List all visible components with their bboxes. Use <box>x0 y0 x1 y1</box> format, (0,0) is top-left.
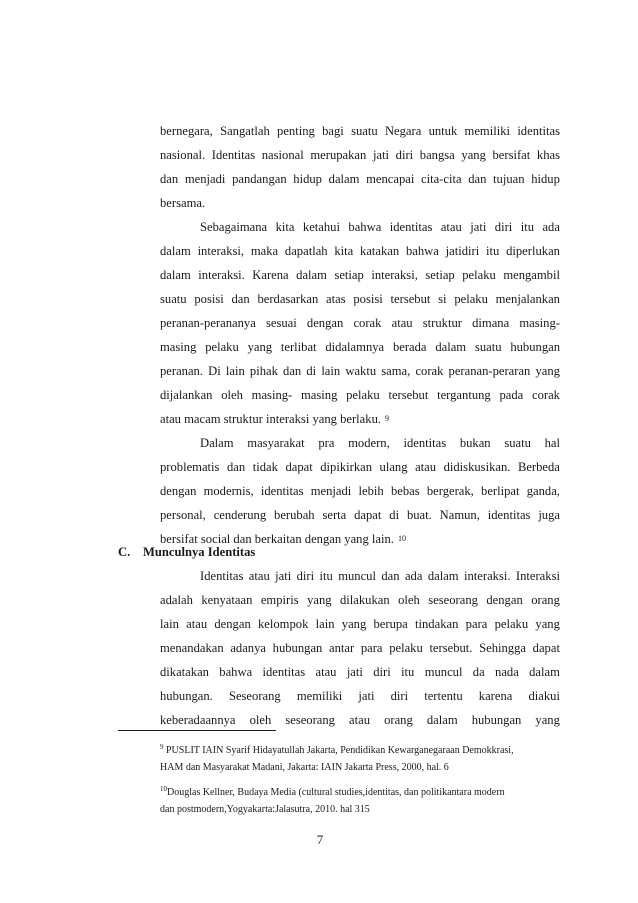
word: serta <box>322 508 347 522</box>
word: lain <box>225 364 245 378</box>
word: dalam <box>160 244 191 258</box>
body-line <box>160 664 560 680</box>
word: Sehingga <box>479 641 526 655</box>
word: kita <box>275 220 295 234</box>
word: modern, <box>348 436 390 450</box>
word: dan <box>283 364 302 378</box>
word: dan <box>231 292 250 306</box>
word: interaksi, <box>197 244 245 258</box>
word: antar <box>329 641 355 655</box>
word: untuk <box>428 124 458 138</box>
word: modernis, <box>203 484 254 498</box>
word: dipikirkan <box>320 460 373 474</box>
word: dikatakan <box>160 665 209 679</box>
word: itu <box>401 665 415 679</box>
word: buat. <box>406 508 432 522</box>
word: identitas <box>517 124 560 138</box>
word: tersebut <box>390 292 431 306</box>
word: bukan <box>459 436 491 450</box>
word: orang <box>384 713 413 727</box>
word: dapat <box>285 460 313 474</box>
word: bergerak, <box>426 484 474 498</box>
footnote-number: 9 <box>160 743 164 751</box>
word: bahwa <box>219 665 253 679</box>
word: yang <box>461 148 486 162</box>
word: hubungan. <box>160 689 213 703</box>
word: adalah <box>160 593 193 607</box>
word: menjadi <box>184 172 226 186</box>
word: Karena <box>252 268 289 282</box>
word: atau <box>391 316 413 330</box>
body-line: bersama. <box>160 196 206 210</box>
body-line <box>160 459 560 475</box>
word: posisi <box>194 292 224 306</box>
body-line <box>160 339 560 355</box>
section-title: Munculnya Identitas <box>143 545 256 559</box>
word: penting <box>277 124 315 138</box>
word: oleh <box>249 713 272 727</box>
word: diri <box>373 665 391 679</box>
word: identitas <box>487 508 531 522</box>
word: pandangan <box>232 172 287 186</box>
word: peranan-perananya <box>160 316 256 330</box>
word: lain <box>321 364 341 378</box>
word: mengambil <box>503 268 560 282</box>
word: dalam <box>435 340 467 354</box>
word: corak <box>532 388 560 402</box>
word: Identitas <box>200 569 244 583</box>
word: nasional. <box>160 148 206 162</box>
word: atas <box>326 292 346 306</box>
word: personal, <box>160 508 206 522</box>
footnote-number: 10 <box>160 785 167 793</box>
word: bersifat <box>492 148 531 162</box>
word: Di <box>208 364 221 378</box>
body-line <box>160 123 560 139</box>
word: didalamnya <box>325 340 385 354</box>
word: berada <box>392 340 427 354</box>
word: Negara <box>384 124 422 138</box>
body-line <box>200 219 560 235</box>
word: identitas <box>262 665 306 679</box>
word: terlibat <box>280 340 317 354</box>
word: itu <box>520 220 535 234</box>
footnote-ref-10[interactable]: 10 <box>397 534 406 543</box>
word: lain <box>315 617 335 631</box>
word: pada <box>499 388 524 402</box>
word: cita-cita <box>420 172 462 186</box>
footnote-9 <box>160 740 514 758</box>
word: jati <box>470 220 487 234</box>
body-line <box>160 640 560 656</box>
word: memiliki <box>296 689 343 703</box>
body-line <box>160 712 560 728</box>
word: dengan <box>214 617 251 631</box>
word: hubungan <box>471 713 522 727</box>
word: merupakan <box>310 148 367 162</box>
word: hubungan <box>272 641 323 655</box>
section-heading <box>118 544 255 560</box>
word: di <box>306 364 317 378</box>
word: hal <box>544 436 560 450</box>
word: karena <box>478 689 513 703</box>
body-line <box>160 616 560 632</box>
word: suatu <box>160 292 187 306</box>
word: di <box>389 508 400 522</box>
word: bangsa <box>419 148 455 162</box>
word: dan <box>381 569 400 583</box>
word: dan <box>160 172 179 186</box>
word: peranan-peraran <box>448 364 531 378</box>
word: interaksi, <box>371 268 418 282</box>
word: corak <box>353 316 382 330</box>
word: bahwa <box>348 220 382 234</box>
word: lain <box>160 617 179 631</box>
body-line-with-ref <box>160 411 560 427</box>
word: tertentu <box>424 689 463 703</box>
word: yang <box>535 617 560 631</box>
word: kita <box>334 244 354 258</box>
word: dengan <box>486 593 523 607</box>
word: Berbeda <box>517 460 560 474</box>
word: katakan <box>360 244 400 258</box>
word: berdasarkan <box>257 292 319 306</box>
word: identitas <box>260 484 304 498</box>
word: itu <box>486 244 500 258</box>
word: menjalankan <box>495 292 560 306</box>
word: corak <box>415 364 444 378</box>
word: memiliki <box>464 124 511 138</box>
word: si <box>438 292 447 306</box>
word: atau <box>248 569 270 583</box>
word: dan <box>227 460 246 474</box>
word: setiap <box>425 268 455 282</box>
word: dalam <box>296 268 327 282</box>
word: ulang <box>379 460 408 474</box>
word: berlipat <box>481 484 520 498</box>
word: mencapai <box>366 172 415 186</box>
word: hidup <box>293 172 322 186</box>
word: diri <box>296 569 315 583</box>
word: yang <box>307 593 332 607</box>
page-number: 7 <box>316 833 324 847</box>
body-line <box>160 507 560 523</box>
word: suatu <box>351 124 378 138</box>
word: menandakan <box>160 641 224 655</box>
word: dalam <box>328 172 360 186</box>
word: atau <box>315 665 337 679</box>
word: jati <box>358 689 375 703</box>
word: struktur <box>422 316 462 330</box>
word: dapat <box>354 508 382 522</box>
word: tergantung <box>437 388 491 402</box>
word: nasional <box>261 148 304 162</box>
word: muncul <box>424 665 463 679</box>
word: tindakan <box>415 617 459 631</box>
word: yang <box>341 617 367 631</box>
body-line <box>160 243 560 259</box>
word: suatu <box>474 340 502 354</box>
body-line <box>160 483 560 499</box>
word: pelaku <box>346 388 380 402</box>
body-line <box>160 315 560 331</box>
word: dalam <box>160 268 191 282</box>
body-line <box>160 387 560 403</box>
word: seseorang <box>428 593 478 607</box>
word: yang <box>247 340 273 354</box>
word: dalam <box>427 569 459 583</box>
word: orang <box>531 593 560 607</box>
word: para <box>465 617 488 631</box>
footnote-ref-9[interactable]: 9 <box>385 414 390 423</box>
word: diri <box>494 220 513 234</box>
body-line <box>160 147 560 163</box>
word: pelaku <box>462 268 496 282</box>
word: cenderung <box>213 508 267 522</box>
word: atau <box>349 713 371 727</box>
word: pelaku <box>494 617 529 631</box>
word: Seseorang <box>228 689 281 703</box>
word: muncul <box>338 569 376 583</box>
word: masyarakat <box>247 436 305 450</box>
word: hidup <box>531 172 560 186</box>
section-letter: C. <box>118 545 131 559</box>
word: da <box>472 665 485 679</box>
word: Sangatlah <box>220 124 270 138</box>
word: sama, <box>381 364 411 378</box>
footnote-text: Douglas Kellner, Budaya Media (cultural studies,identitas, dan politikantara modern <box>167 787 505 798</box>
word: Identitas <box>211 148 256 162</box>
word: didiskusikan. <box>443 460 511 474</box>
word: setiap <box>334 268 364 282</box>
word: jati <box>346 665 363 679</box>
word: keberadaannya <box>160 713 236 727</box>
word: itu <box>319 569 333 583</box>
word: posisi <box>353 292 383 306</box>
body-line <box>200 435 560 451</box>
word: jati <box>372 148 390 162</box>
word: adanya <box>230 641 266 655</box>
word: ganda, <box>526 484 560 498</box>
footnote-10 <box>160 782 505 800</box>
word: jatidiri <box>445 244 480 258</box>
word: pelaku <box>454 292 488 306</box>
body-line <box>160 267 560 283</box>
word: jati <box>275 569 292 583</box>
word: kelompok <box>258 617 309 631</box>
body-line <box>160 688 560 704</box>
word: sesuai <box>265 316 297 330</box>
word: oleh <box>221 388 243 402</box>
word: bernegara, <box>160 124 213 138</box>
word: dalam <box>529 665 560 679</box>
word: dilakukan <box>340 593 390 607</box>
word: khas <box>536 148 560 162</box>
footnote-separator <box>118 730 276 731</box>
word: bahwa <box>406 244 439 258</box>
word: diri <box>390 689 409 703</box>
word: oleh <box>398 593 420 607</box>
word: waktu <box>345 364 377 378</box>
word: dalam <box>426 713 458 727</box>
word: atau <box>186 617 208 631</box>
word: dimana <box>472 316 510 330</box>
word: dengan <box>160 484 197 498</box>
body-line <box>200 568 560 584</box>
word: kenyataan <box>201 593 253 607</box>
word: maka <box>250 244 279 258</box>
word: dan <box>468 172 487 186</box>
word: Interaksi <box>515 569 560 583</box>
word: atau <box>440 220 462 234</box>
word: ada <box>404 569 423 583</box>
word: masing <box>160 340 197 354</box>
word: dapat <box>532 641 560 655</box>
word: tersebut. <box>429 641 473 655</box>
word: pelaku <box>389 641 423 655</box>
word: ketahui <box>302 220 340 234</box>
word: hubungan <box>510 340 560 354</box>
word: nada <box>495 665 519 679</box>
word: bebas <box>390 484 420 498</box>
word: suatu <box>504 436 531 450</box>
body-line <box>160 363 560 379</box>
body-line-text: atau macam struktur interaksi yang berlaku. <box>160 412 382 426</box>
word: berubah <box>274 508 315 522</box>
word: menjadi <box>310 484 352 498</box>
word: peranan. <box>160 364 204 378</box>
word: lebih <box>358 484 384 498</box>
body-line <box>160 592 560 608</box>
word: diperlukan <box>506 244 560 258</box>
word: masing- <box>519 316 560 330</box>
word: interaksi. <box>198 268 245 282</box>
word: Namun, <box>439 508 480 522</box>
footnote-text: PUSLIT IAIN Syarif Hidayatullah Jakarta, Pendidikan Kewarganegaraan Demokkrasi, <box>166 745 514 756</box>
word: tujuan <box>493 172 525 186</box>
word: Sebagaimana <box>200 220 268 234</box>
word: tidak <box>252 460 278 474</box>
word: bagi <box>322 124 344 138</box>
word: empiris <box>260 593 299 607</box>
footnote-10-cont: dan postmodern,Yogyakarta:Jalasutra, 2010. hal 315 <box>160 804 370 815</box>
word: identitas <box>389 220 433 234</box>
word: yang <box>535 364 560 378</box>
word: Dalam <box>200 436 234 450</box>
word: masing- <box>251 388 293 402</box>
word: diri <box>395 148 414 162</box>
body-line <box>160 171 560 187</box>
word: tersebut <box>388 388 429 402</box>
word: berupa <box>373 617 408 631</box>
footnote-9-cont: HAM dan Masyarakat Madani, Jakarta: IAIN Jakarta Press, 2000, hal. 6 <box>160 762 449 773</box>
word: diakui <box>528 689 560 703</box>
word: dengan <box>306 316 344 330</box>
word: seseorang <box>285 713 335 727</box>
word: masing <box>300 388 338 402</box>
word: problematis <box>160 460 220 474</box>
word: pra <box>318 436 335 450</box>
word: pelaku <box>205 340 239 354</box>
word: para <box>360 641 383 655</box>
word: dapatlah <box>284 244 328 258</box>
word: atau <box>415 460 437 474</box>
word: pihak <box>249 364 278 378</box>
word: dijalankan <box>160 388 213 402</box>
word: ada <box>542 220 560 234</box>
word: interaksi. <box>464 569 511 583</box>
body-line <box>160 291 560 307</box>
body-line-text: bersifat social dan berkaitan dengan yang lain. <box>160 532 394 546</box>
word: juga <box>538 508 560 522</box>
word: identitas <box>403 436 447 450</box>
word: yang <box>535 713 560 727</box>
